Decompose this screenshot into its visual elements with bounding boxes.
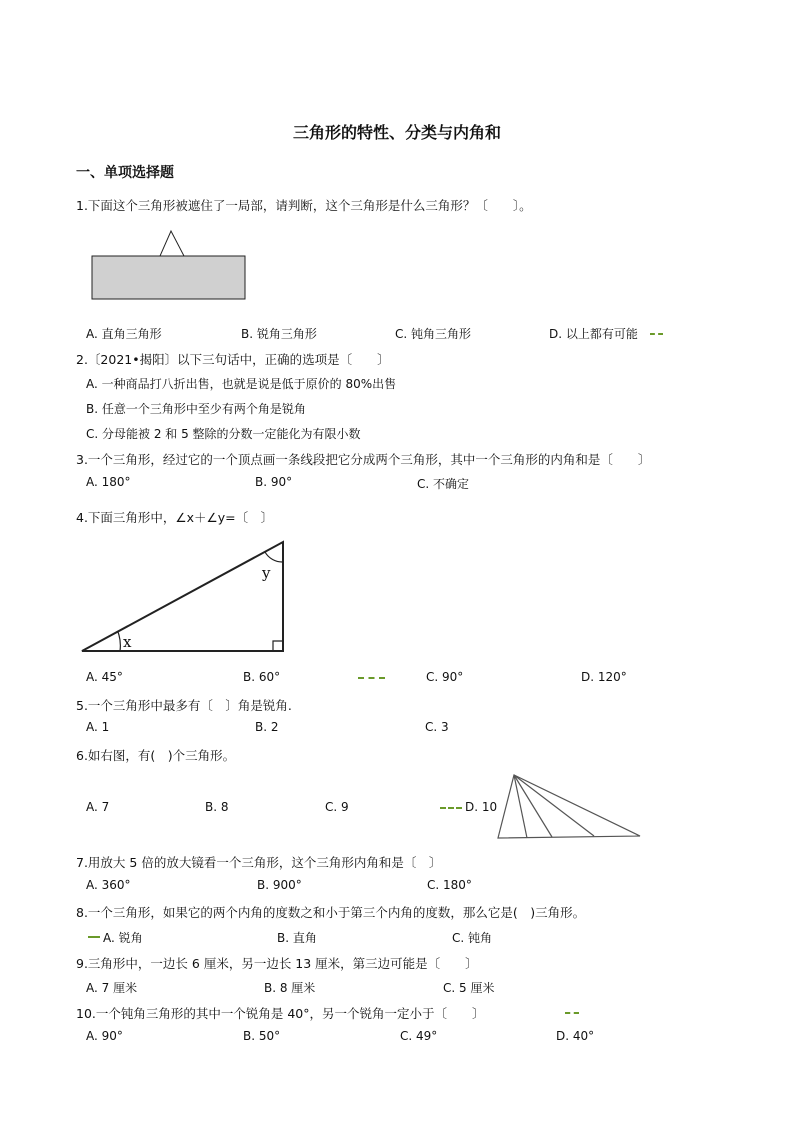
q4-option-d[interactable]: D. 120°: [581, 670, 627, 684]
page-title: 三角形的特性、分类与内角和: [292, 123, 501, 142]
q3-option-b[interactable]: B. 90°: [255, 475, 293, 489]
q1-option-d[interactable]: D. 以上都有可能: [549, 327, 638, 341]
question-5-stem: 5.一个三角形中最多有〔 〕角是锐角.: [76, 698, 292, 713]
q7-option-b[interactable]: B. 900°: [257, 878, 302, 892]
q9-option-c[interactable]: C. 5 厘米: [443, 981, 495, 995]
q6-option-b[interactable]: B. 8: [205, 800, 229, 814]
q3-option-c[interactable]: C. 不确定: [417, 477, 470, 491]
q9-option-b[interactable]: B. 8 厘米: [264, 981, 316, 995]
decorative-dash: [358, 677, 385, 679]
decorative-dash: [565, 1012, 579, 1014]
q1-option-a[interactable]: A. 直角三角形: [86, 327, 162, 341]
right-triangle-figure: [80, 540, 290, 656]
covered-triangle-figure: [90, 228, 250, 303]
q6-option-d[interactable]: D. 10: [465, 800, 498, 814]
question-10-stem: 10.一个钝角三角形的其中一个锐角是 40°，另一个锐角一定小于〔 〕: [76, 1006, 485, 1021]
q10-option-a[interactable]: A. 90°: [86, 1029, 123, 1043]
q10-option-d[interactable]: D. 40°: [556, 1029, 595, 1043]
angle-y-label: y: [262, 564, 271, 582]
q1-option-c[interactable]: C. 钝角三角形: [395, 327, 472, 341]
question-6-stem: 6.如右图，有( )个三角形。: [76, 748, 236, 763]
decorative-dash: [88, 936, 100, 938]
q4-option-b[interactable]: B. 60°: [243, 670, 281, 684]
q5-option-b[interactable]: B. 2: [255, 720, 279, 734]
question-4-stem: 4.下面三角形中，∠x＋∠y=〔 〕: [76, 510, 274, 525]
q9-option-a[interactable]: A. 7 厘米: [86, 981, 138, 995]
q6-option-c[interactable]: C. 9: [325, 800, 349, 814]
q4-option-c[interactable]: C. 90°: [426, 670, 464, 684]
q5-option-a[interactable]: A. 1: [86, 720, 110, 734]
q8-option-a[interactable]: A. 锐角: [103, 931, 143, 945]
q8-option-b[interactable]: B. 直角: [277, 931, 317, 945]
decorative-dash: [650, 333, 663, 335]
section-heading: 一、单项选择题: [76, 165, 174, 181]
q8-option-c[interactable]: C. 钝角: [452, 931, 493, 945]
question-2-stem: 2.〔2021•揭阳〕以下三句话中，正确的选项是〔 〕: [76, 352, 390, 367]
question-8-stem: 8.一个三角形，如果它的两个内角的度数之和小于第三个内角的度数，那么它是( )三角形。: [76, 905, 586, 920]
q2-option-c[interactable]: C. 分母能被 2 和 5 整除的分数一定能化为有限小数: [86, 427, 361, 441]
question-9-stem: 9.三角形中，一边长 6 厘米，另一边长 13 厘米，第三边可能是〔 〕: [76, 956, 478, 971]
q6-option-a[interactable]: A. 7: [86, 800, 110, 814]
q4-option-a[interactable]: A. 45°: [86, 670, 123, 684]
question-7-stem: 7.用放大 5 倍的放大镜看一个三角形，这个三角形内角和是〔 〕: [76, 855, 442, 870]
q1-option-b[interactable]: B. 锐角三角形: [241, 327, 317, 341]
q10-option-b[interactable]: B. 50°: [243, 1029, 281, 1043]
question-1-stem: 1.下面这个三角形被遮住了一局部，请判断，这个三角形是什么三角形？〔 〕。: [76, 198, 532, 213]
angle-x-label: x: [123, 633, 132, 651]
q3-option-a[interactable]: A. 180°: [86, 475, 131, 489]
q2-option-b[interactable]: B. 任意一个三角形中至少有两个角是锐角: [86, 402, 306, 416]
q5-option-c[interactable]: C. 3: [425, 720, 449, 734]
q10-option-c[interactable]: C. 49°: [400, 1029, 438, 1043]
decorative-dash: [440, 807, 462, 809]
fan-triangle-figure: [492, 770, 644, 842]
q2-option-a[interactable]: A. 一种商品打八折出售，也就是说是低于原价的 80%出售: [86, 377, 397, 391]
q7-option-a[interactable]: A. 360°: [86, 878, 131, 892]
q7-option-c[interactable]: C. 180°: [427, 878, 472, 892]
question-3-stem: 3.一个三角形，经过它的一个顶点画一条线段把它分成两个三角形，其中一个三角形的内角和是〔 〕: [76, 452, 651, 467]
